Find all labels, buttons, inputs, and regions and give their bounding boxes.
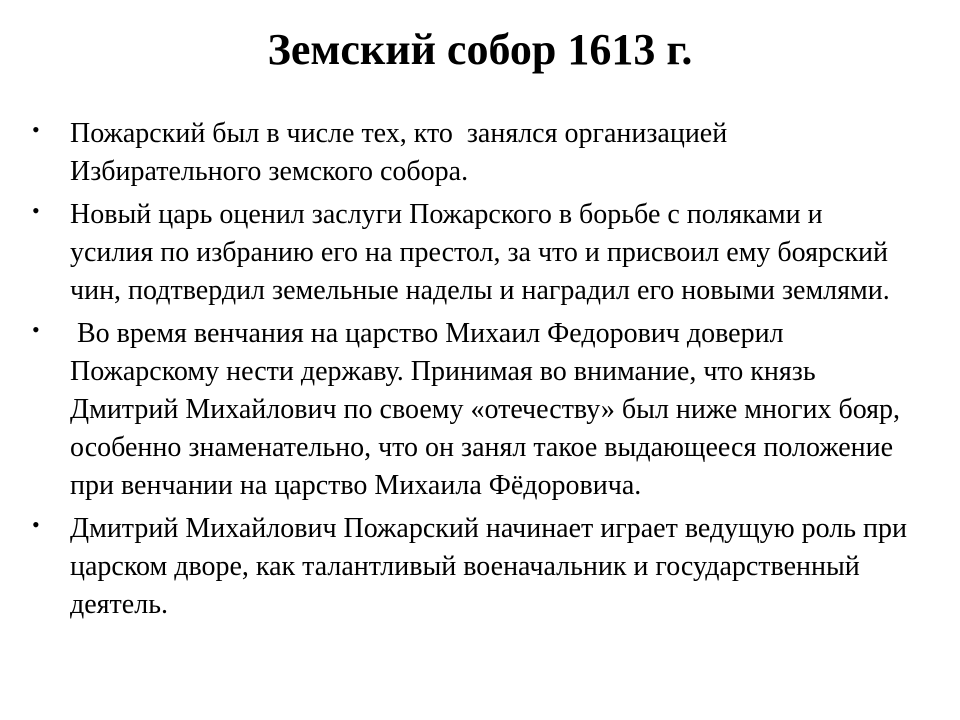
bullet-item: [32, 115, 912, 191]
slide-title: Земский собор 1613 г.: [267, 25, 693, 74]
bullet-icon: •: [32, 117, 40, 142]
bullet-text: Дмитрий Михайлович Пожарский начинает играет ведущую роль при царском дворе, как талантливый военачальник и государственный деятель.: [70, 513, 915, 620]
bullet-text: Пожарский был в числе тех, кто занялся организацией Избирательного земского собора.: [70, 118, 735, 187]
bullet-list: [32, 115, 915, 629]
bullet-icon: •: [32, 317, 40, 342]
bullet-item: [32, 315, 912, 505]
bullet-text: Во время венчания на царство Михаил Федорович доверил Пожарскому нести державу. Принимая во внимание, что князь Дмитрий Михайлович по своему «отечеству» был ниже многих бояр, особенно знаменательно, что он занял такое выдающееся положение при венчании на царство Михаила Фёдоровича.: [70, 318, 908, 501]
bullet-text: Новый царь оценил заслуги Пожарского в борьбе с поляками и усилия по избранию его на престол, за что и присвоил ему боярский чин, подтвердил земельные наделы и наградил его новыми землями.: [70, 199, 896, 306]
bullet-item: [32, 196, 912, 310]
bullet-icon: •: [32, 512, 40, 537]
bullet-item: [32, 510, 915, 624]
bullet-icon: •: [32, 198, 40, 223]
